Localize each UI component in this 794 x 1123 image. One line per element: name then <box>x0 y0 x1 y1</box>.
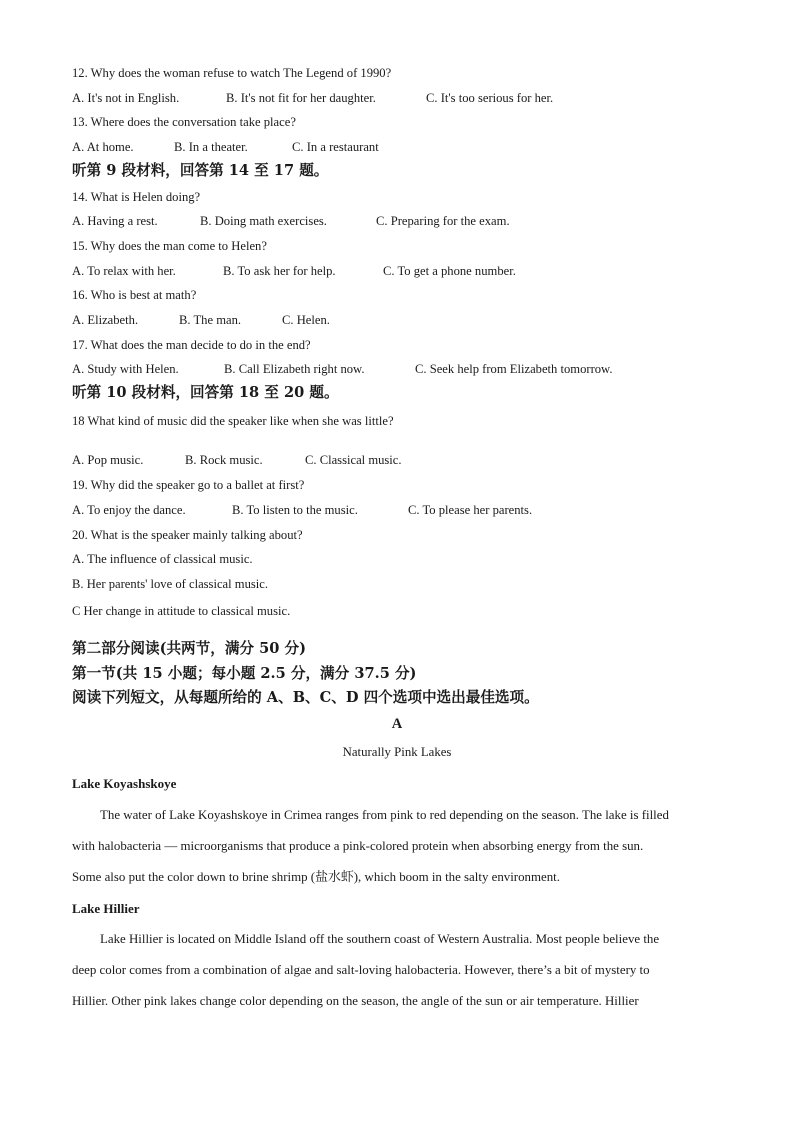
option-b: B. Call Elizabeth right now. <box>224 362 365 376</box>
option-b: B. To ask her for help. <box>223 264 336 278</box>
option-b: B. To listen to the music. <box>232 503 358 517</box>
option-a: A. The influence of classical music. <box>72 552 253 566</box>
reading-part-title: 第二部分阅读(共两节，满分 50 分) <box>72 640 306 657</box>
paragraph-line: with halobacteria — microorganisms that produce a pink-colored protein when absorbing energy from the sun. <box>72 839 644 853</box>
option-c: C. Preparing for the exam. <box>376 214 510 228</box>
option-c: C. In a restaurant <box>292 140 379 154</box>
question-13: 13. Where does the conversation take place? <box>72 115 296 129</box>
passage-letter: A <box>391 716 403 732</box>
option-c: C. Seek help from Elizabeth tomorrow. <box>415 362 613 376</box>
option-a: A. Elizabeth. <box>72 313 139 327</box>
option-b: B. The man. <box>179 313 242 327</box>
option-a: A. Study with Helen. <box>72 362 179 376</box>
section-heading-part10: 听第 10 段材料，回答第 18 至 20 题。 <box>72 384 339 401</box>
question-19: 19. Why did the speaker go to a ballet at first? <box>72 478 305 492</box>
paragraph-line: Some also put the color down to brine shrimp (盐水虾), which boom in the salty environment. <box>72 870 560 884</box>
option-a: A. To enjoy the dance. <box>72 503 186 517</box>
option-b: B. In a theater. <box>174 140 248 154</box>
question-15: 15. Why does the man come to Helen? <box>72 239 267 253</box>
option-a: A. Having a rest. <box>72 214 158 228</box>
option-a: A. To relax with her. <box>72 264 176 278</box>
option-b: B. Her parents' love of classical music. <box>72 577 269 591</box>
question-16: 16. Who is best at math? <box>72 288 197 302</box>
reading-section-title: 第一节(共 15 小题；每小题 2.5 分，满分 37.5 分) <box>72 665 417 682</box>
lake-heading: Lake Hillier <box>72 901 140 916</box>
question-20: 20. What is the speaker mainly talking about? <box>72 528 303 542</box>
option-c: C Her change in attitude to classical music. <box>72 604 291 618</box>
question-12: 12. Why does the woman refuse to watch The Legend of 1990? <box>72 66 392 80</box>
option-c: C. To please her parents. <box>408 503 533 517</box>
paragraph-line: Lake Hillier is located on Middle Island off the southern coast of Western Australia. Most people believe the <box>100 932 660 946</box>
paragraph-line: The water of Lake Koyashskoye in Crimea ranges from pink to red depending on the season. The lake is filled <box>100 808 669 822</box>
question-18: 18 What kind of music did the speaker like when she was little? <box>72 414 394 428</box>
question-17: 17. What does the man decide to do in the end? <box>72 338 311 352</box>
option-b: B. Doing math exercises. <box>200 214 327 228</box>
option-a: A. Pop music. <box>72 453 144 467</box>
lake-heading: Lake Koyashskoye <box>72 776 177 791</box>
paragraph-line: deep color comes from a combination of algae and salt-loving halobacteria. However, there’s a bit of mystery to <box>72 963 650 977</box>
option-a: A. At home. <box>72 140 134 154</box>
section-heading-part9: 听第 9 段材料，回答第 14 至 17 题。 <box>72 162 329 179</box>
option-a: A. It's not in English. <box>72 91 180 105</box>
option-b: B. It's not fit for her daughter. <box>226 91 376 105</box>
passage-title: Naturally Pink Lakes <box>342 745 452 759</box>
option-c: C. Classical music. <box>305 453 402 467</box>
reading-instruction: 阅读下列短文，从每题所给的 A、B、C、D 四个选项中选出最佳选项。 <box>72 689 539 706</box>
option-b: B. Rock music. <box>185 453 263 467</box>
option-c: C. Helen. <box>282 313 330 327</box>
question-14: 14. What is Helen doing? <box>72 190 201 204</box>
option-c: C. It's too serious for her. <box>426 91 554 105</box>
paragraph-line: Hillier. Other pink lakes change color depending on the season, the angle of the sun or air temperature. Hillier <box>72 994 639 1008</box>
option-c: C. To get a phone number. <box>383 264 516 278</box>
